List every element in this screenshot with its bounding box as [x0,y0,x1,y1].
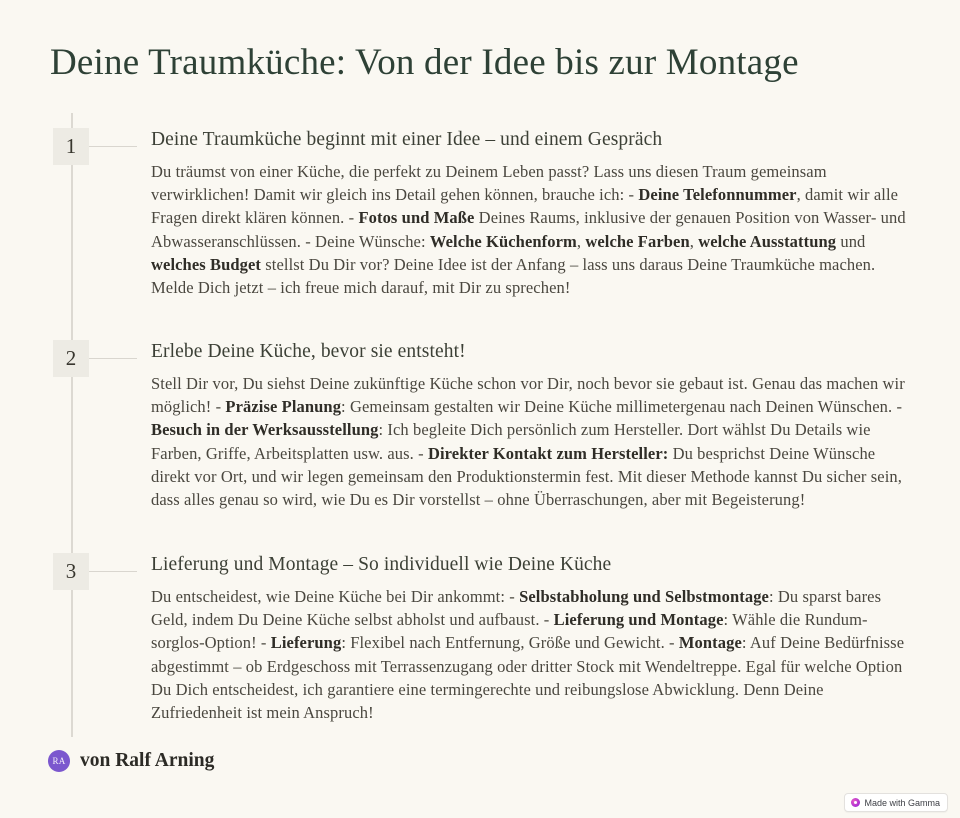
author-footer [48,750,214,772]
section-content [151,128,913,299]
section-heading: Erlebe Deine Küche, bevor sie entsteht! [151,341,466,362]
section-body: Stell Dir vor, Du siehst Deine zukünftige Küche schon vor Dir, noch bevor sie gebaut ist. Genau das machen wir möglich! - Präzise Planung: Gemeinsam gestalten wir Deine Küche millimetergenau nach Deinen Wünschen. - Besuch in der Werksausstellung: Ich begleite Dich persönlich zum Hersteller. Dort wählst Du Details wie Farben, Griffe, Arbeitsplatten usw. aus. - Direkter Kontakt zum Hersteller: Du besprichst Deine Wünsche direkt vor Ort, und wir legen gemeinsam den Produktionstermin fest. Mit dieser Methode kannst Du sicher sein, dass alles genau so wird, wie Du es Dir vorstellst – ohne Überraschungen, aber mit Begeisterung! [151,374,905,510]
section-body: Du entscheidest, wie Deine Küche bei Dir ankommt: - Selbstabholung und Selbstmontage: Du sparst bares Geld, indem Du Deine Küche selbst abholst und aufbaust. - Lieferung und Montage: Wähle die Rundum-sorglos-Option! - Lieferung: Flexibel nach Entfernung, Größe und Gewicht. - Montage: Auf Deine Bedürfnisse abgestimmt – ob Erdgeschoss mit Terrassenzugang oder dritter Stock mit Wendeltreppe. Egal für welche Option Du Dich entscheidest, ich garantiere eine termingerechte und reibungslose Abwicklung. Denn Deine Zufriedenheit ist mein Anspruch! [151,587,905,723]
section-content [151,340,913,511]
section-heading: Lieferung und Montage – So individuell wie Deine Küche [151,554,612,575]
step-number-badge: 3 [53,553,89,590]
gamma-logo-icon [851,798,860,807]
page-title: Deine Traumküche: Von der Idee bis zur Montage [50,42,799,83]
made-with-gamma-badge[interactable] [844,793,948,812]
gamma-badge-label: Made with Gamma [864,797,940,808]
step-number-badge: 1 [53,128,89,165]
author-byline: von Ralf Arning [80,750,215,771]
step-connector-line [89,146,137,147]
step-number-badge: 2 [53,340,89,377]
section-content [151,553,913,724]
step-connector-line [89,358,137,359]
timeline-line [71,113,73,737]
section-body: Du träumst von einer Küche, die perfekt zu Deinem Leben passt? Lass uns diesen Traum gemeinsam verwirklichen! Damit wir gleich ins Detail gehen können, brauche ich: - Deine Telefonnummer, damit wir alle Fragen direkt klären können. - Fotos und Maße Deines Raums, inklusive der genauen Position von Wasser- und Abwasseranschlüssen. - Deine Wünsche: Welche Küchenform, welche Farben, welche Ausstattung und welches Budget stellst Du Dir vor? Deine Idee ist der Anfang – lass uns daraus Deine Traumküche machen. Melde Dich jetzt – ich freue mich darauf, mit Dir zu sprechen! [151,162,906,298]
author-avatar: RA [48,750,70,772]
step-connector-line [89,571,137,572]
section-heading: Deine Traumküche beginnt mit einer Idee – und einem Gespräch [151,129,663,150]
